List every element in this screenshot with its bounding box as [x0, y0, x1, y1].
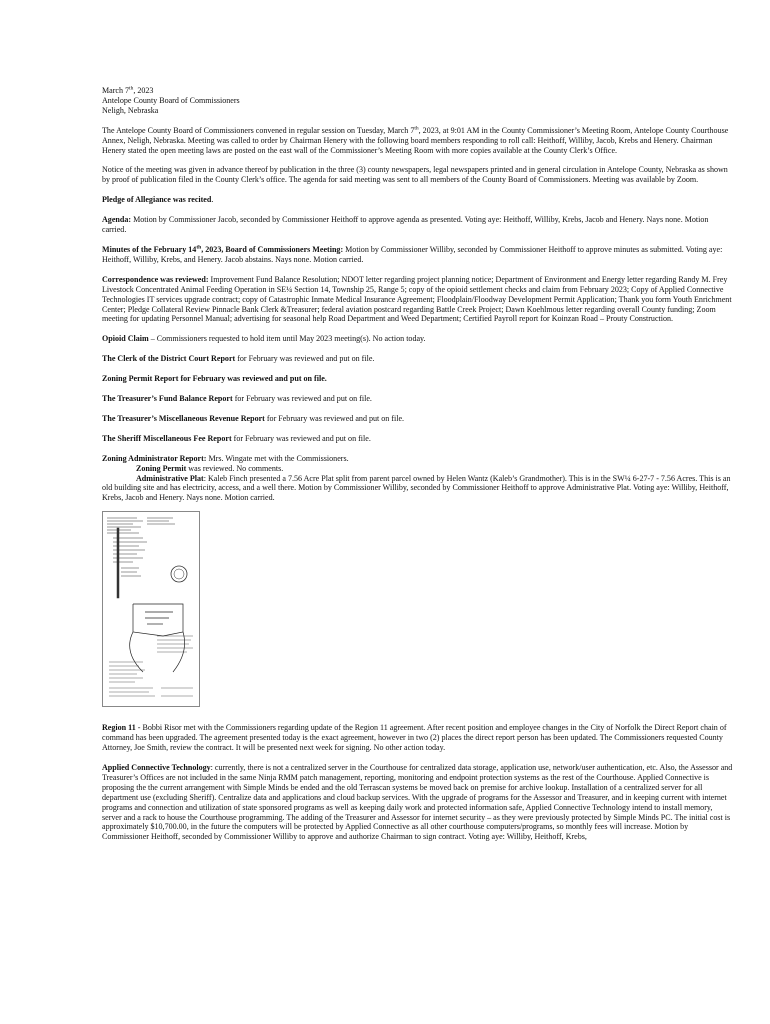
paragraph-zoning-permit-report: Zoning Permit Report for February was reviewed and put on file.	[102, 374, 327, 384]
paragraph-minutes: Minutes of the February 14th, 2023, Board of Commissioners Meeting: Motion by Commissioner Williby, seconded by Commissioner Heithoff to approve minutes as submitted. Voting aye: Heithoff, Williby, Krebs, and Henery. Jacob abstains. Nays none. Motion carried.	[102, 244, 723, 264]
board-name: Antelope County Board of Commissioners	[102, 95, 240, 105]
paragraph-region-11: Region 11 - Bobbi Risor met with the Commissioners regarding update of the Region 11 agreement. After recent position and employee changes in the City of Norfolk the Direct Report chain of command has been upgraded. The agreement presented today is the exact agreement, however in two (2) places the direct report person has been updated. The Commissioners requested County Attorney, Joe Smith, review the contract. It will be presented next week for signing. No other action today.	[102, 723, 727, 753]
paragraph-clerk-report: The Clerk of the District Court Report for February was reviewed and put on file.	[102, 354, 375, 364]
paragraph-notice: Notice of the meeting was given in advance thereof by publication in the three (3) county newspapers, legal newspapers printed and in general circulation in Antelope County, Nebraska as shown by proof of publication filed in the County Clerk’s office. The agenda for said meeting was sent to all members of the County Board of Commissioners. Meeting was available by Zoom.	[102, 165, 728, 185]
section-zoning-admin	[102, 454, 734, 504]
zoning-permit-line: Zoning Permit was reviewed. No comments.	[136, 463, 284, 473]
document-page	[102, 86, 734, 852]
document-header	[102, 86, 734, 116]
zoning-admin-line: Zoning Administrator Report: Mrs. Wingate met with the Commissioners.	[102, 453, 349, 463]
paragraph-convened: The Antelope County Board of Commissioners convened in regular session on Tuesday, March 7th, 2023, at 9:01 AM in the County Commissioner’s Meeting Room, Antelope County Courthouse Annex, Neligh, Nebraska. Meeting was called to order by Chairman Henery with the following board members responding to roll call: Heithoff, Williby, Jacob, Krebs and Henery. Chairman Henery stated the open meeting laws are posted on the east wall of the Commissioner’s Meeting Room with more copies available at the County Clerk’s Office.	[102, 125, 729, 155]
plat-map-drawing	[103, 512, 199, 706]
paragraph-sheriff: The Sheriff Miscellaneous Fee Report for February was reviewed and put on file.	[102, 433, 371, 443]
paragraph-applied-connective: Applied Connective Technology: currently, there is not a centralized server in the Courthouse for centralized data storage, application use, network/user authentication, etc. Also, the Assessor and Treasurer’s Offices are not included in the same Ninja RMM patch management, reporting, monitoring and endpoint protection systems as the rest of the Courthouse. Applied Connective is proposing the the current arrangement with Simple Minds be ended and the old Terrascan systems be moved back on premise for archive lookup. Installation of a centralized server for all department use (excluding Sheriff). Centralize data and applications and cloud backup services. With the upgrade of programs for the Assessor and Treasurer, and in keeping current with internet programs and connection and utilization of state sponsored programs as well as keeping daily work and protected information safe, Applied Connective Technology intend to install memory, server and a rack to house the Courthouse programming. The adding of the Treasurer and Assessor for internet security – as they were previously protected by Simple Minds PC. The initial cost is approximately $10,700.00, in the future the computers will be protected by Applied Connective as all other courthouse computers/programs, so monthly fees will increase. Motion by Commissioner Heithoff, seconded by Commissioner Williby to approve and authorize Chairman to sign contract. Voting aye: Williby, Heithoff, Krebs,	[102, 763, 733, 842]
paragraph-agenda: Agenda: Motion by Commissioner Jacob, seconded by Commissioner Heithoff to approve agenda as presented. Voting aye: Heithoff, Williby, Krebs, Jacob and Henery. Nays none. Motion carried.	[102, 215, 709, 235]
paragraph-treasurer-misc: The Treasurer’s Miscellaneous Revenue Report for February was reviewed and put on file.	[102, 413, 405, 423]
meeting-place: Neligh, Nebraska	[102, 105, 159, 115]
paragraph-opioid: Opioid Claim – Commissioners requested to hold item until May 2023 meeting(s). No action today.	[102, 334, 426, 344]
meeting-date: March 7th, 2023	[102, 85, 154, 95]
plat-map-image	[102, 511, 200, 707]
paragraph-treasurer-fund: The Treasurer’s Fund Balance Report for February was reviewed and put on file.	[102, 394, 372, 404]
paragraph-pledge: Pledge of Allegiance was recited.	[102, 195, 214, 205]
admin-plat-line: Administrative Plat: Kaleb Finch presented a 7.56 Acre Plat split from parent parcel owned by Helen Wantz (Kaleb’s Grandmother). This is in the SW¼ 6-27-7 - 7.56 Acres. This is an old building site and has electricity, access, and a well there. Motion by Commissioner Williby, seconded by Commissioner Heithoff to approve Administrative Plat. Voting aye: Williby, Heithoff, Krebs, Jacob and Henery. Nays none. Motion carried.	[102, 473, 731, 503]
paragraph-correspondence: Correspondence was reviewed: Improvement Fund Balance Resolution; NDOT letter regarding project planning notice; Department of Environment and Energy letter regarding Randy M. Frey Livestock Concentrated Animal Feeding Operation in SE¼ Section 14, Township 25, Range 5; copy of the opioid settlement checks and claim from February 2023; Copy of Applied Connective Technologies IT services upgrade contract; copy of Catastrophic Inmate Medical Insurance Agreement; Floodplain/Floodway Development Permit Application; Thank you form Youth Enrichment Center; Pledge Collateral Review Pinnacle Bank Clerk &Treasurer; federal aviation postcard regarding Battle Creek Project; Dawn Koehlmous letter regarding overall County funding; Zoom meeting for updating Personnel Manual; advertising for seasonal help Road Department and Weed Department; Certified Payroll report for Koinzan Road – Prouty Construction.	[102, 274, 732, 324]
